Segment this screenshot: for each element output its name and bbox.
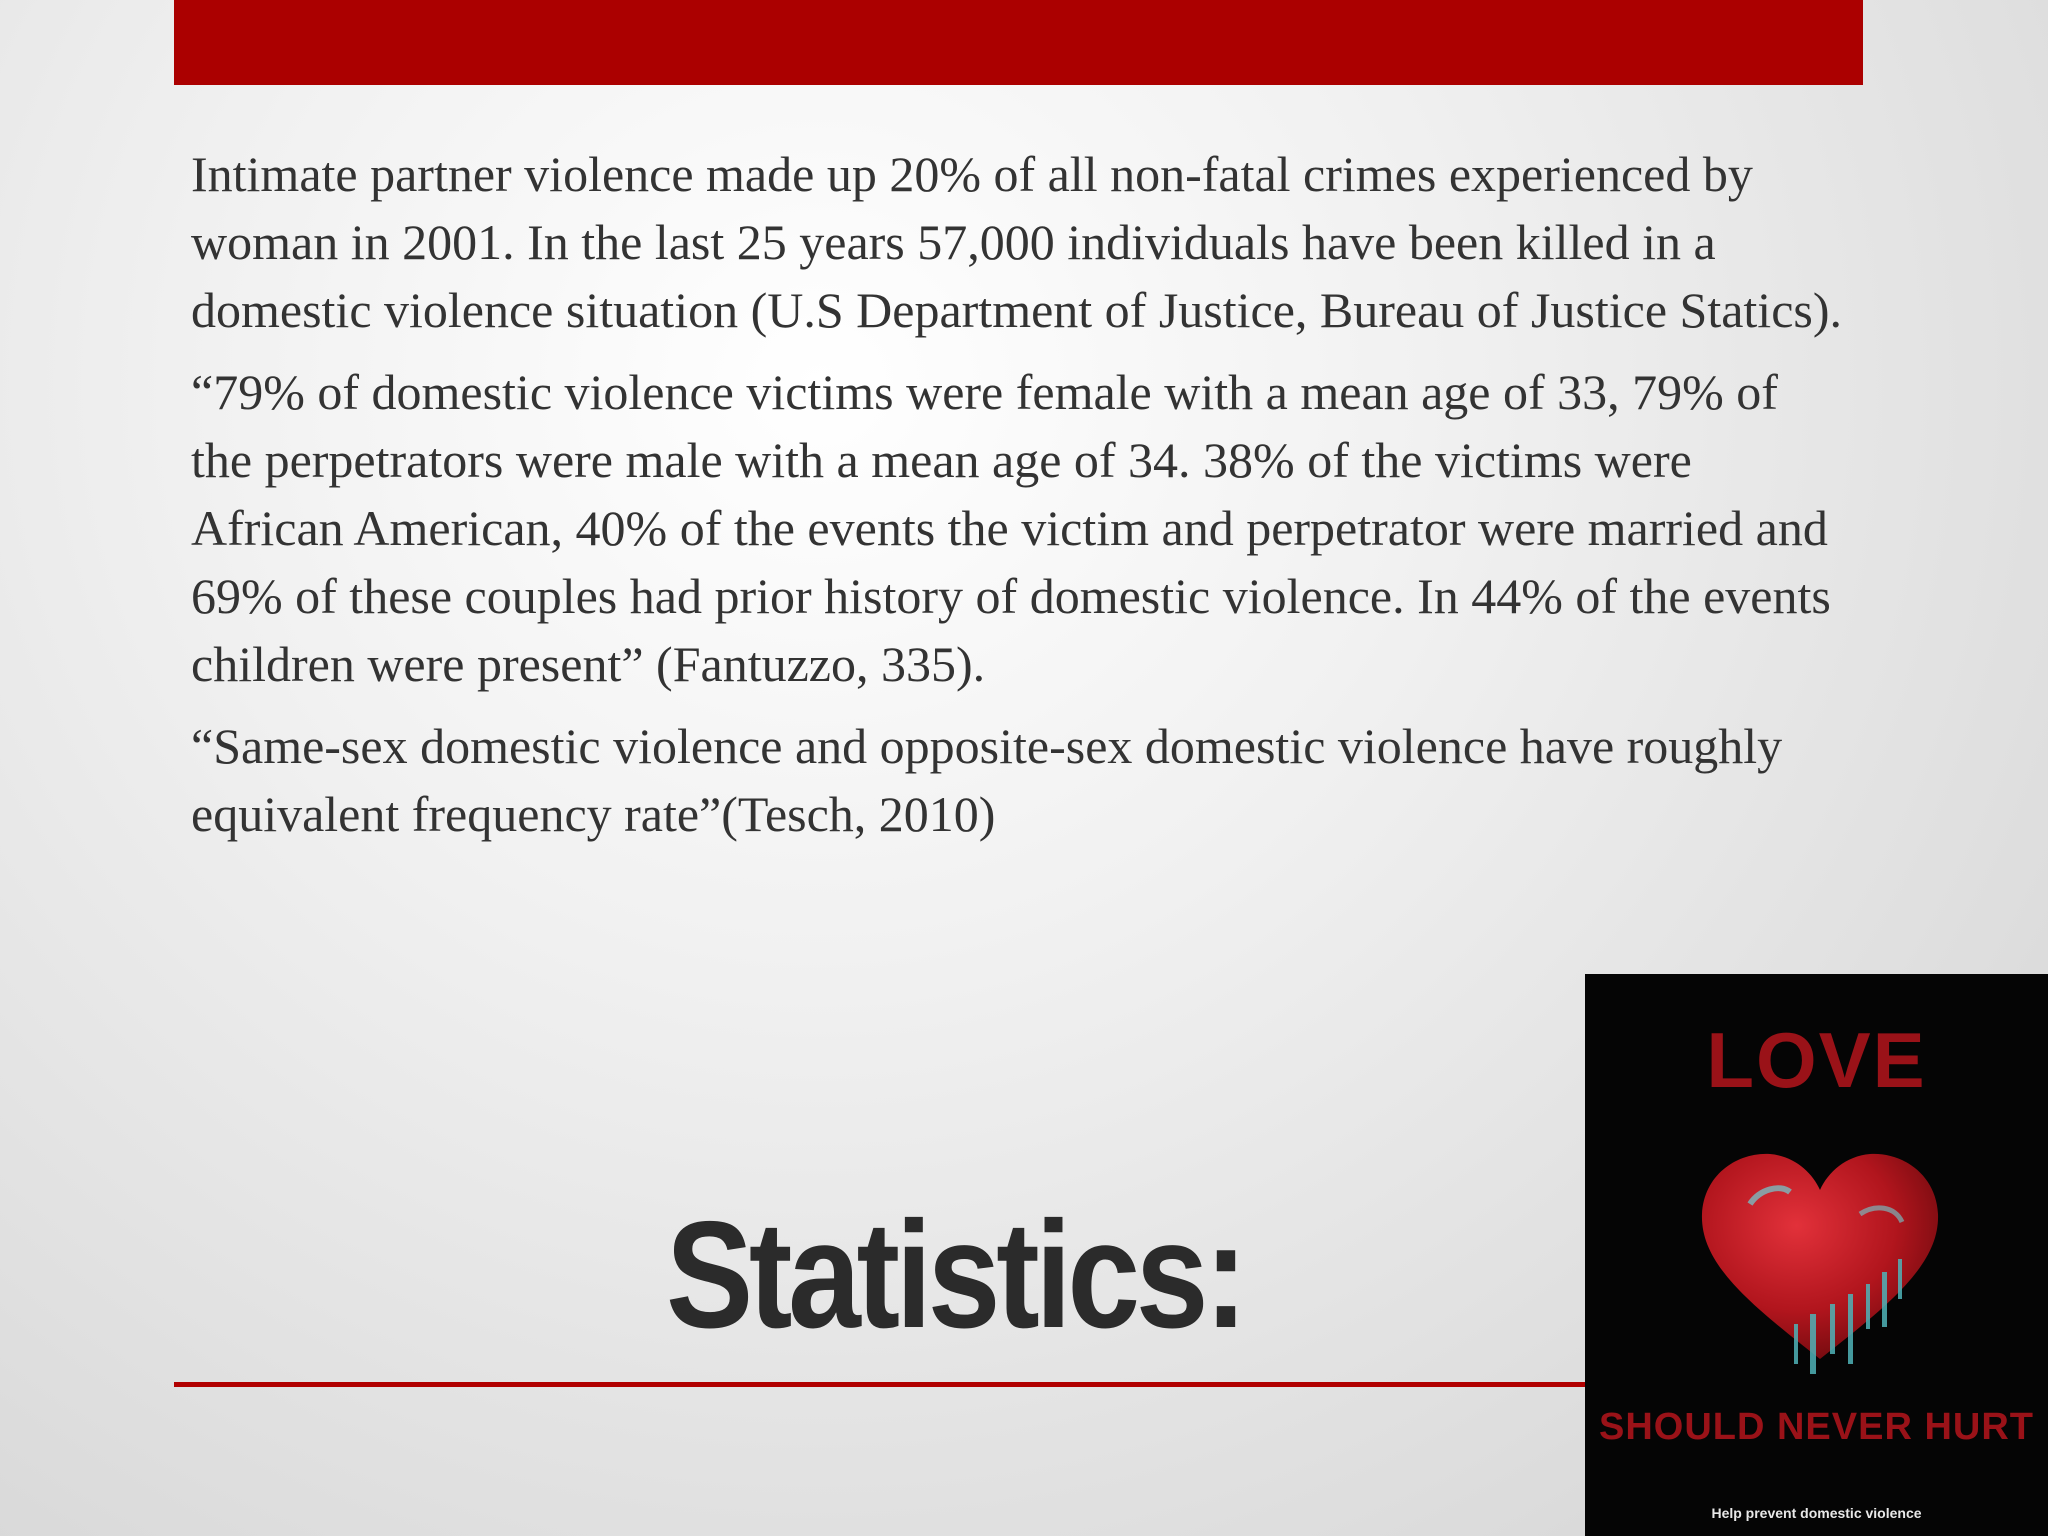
- awareness-poster: [1585, 974, 2048, 1536]
- paragraph-ipv-statistics: Intimate partner violence made up 20% of all non-fatal crimes experienced by woman in 2001. In the last 25 years 57,000 individuals have been killed in a domestic violence situation (U.S Department of Justice, Bureau of Justice Statics).: [191, 146, 1843, 338]
- paragraph-fantuzzo-quote: “79% of domestic violence victims were female with a mean age of 33, 79% of the perpetrators were male with a mean age of 34. 38% of the victims were African American, 40% of the events the victim and perpetrator were married and 69% of these couples had prior history of domestic violence. In 44% of the events children were present” (Fantuzzo, 335).: [191, 364, 1831, 692]
- poster-never-hurt-text: SHOULD NEVER HURT: [1598, 1406, 2035, 1448]
- slide-title: Statistics:: [666, 1190, 1244, 1360]
- poster-caption: Help prevent domestic violence: [1711, 1505, 1922, 1521]
- top-accent-bar: [174, 0, 1863, 85]
- poster-love-text: LOVE: [1706, 1016, 1927, 1104]
- heart-icon: [1690, 1144, 1950, 1384]
- paragraph-tesch-quote: “Same-sex domestic violence and opposite-sex domestic violence have roughly equivalent frequency rate”(Tesch, 2010): [191, 718, 1783, 842]
- body-text: [191, 140, 1851, 862]
- title-underline: [174, 1382, 1594, 1387]
